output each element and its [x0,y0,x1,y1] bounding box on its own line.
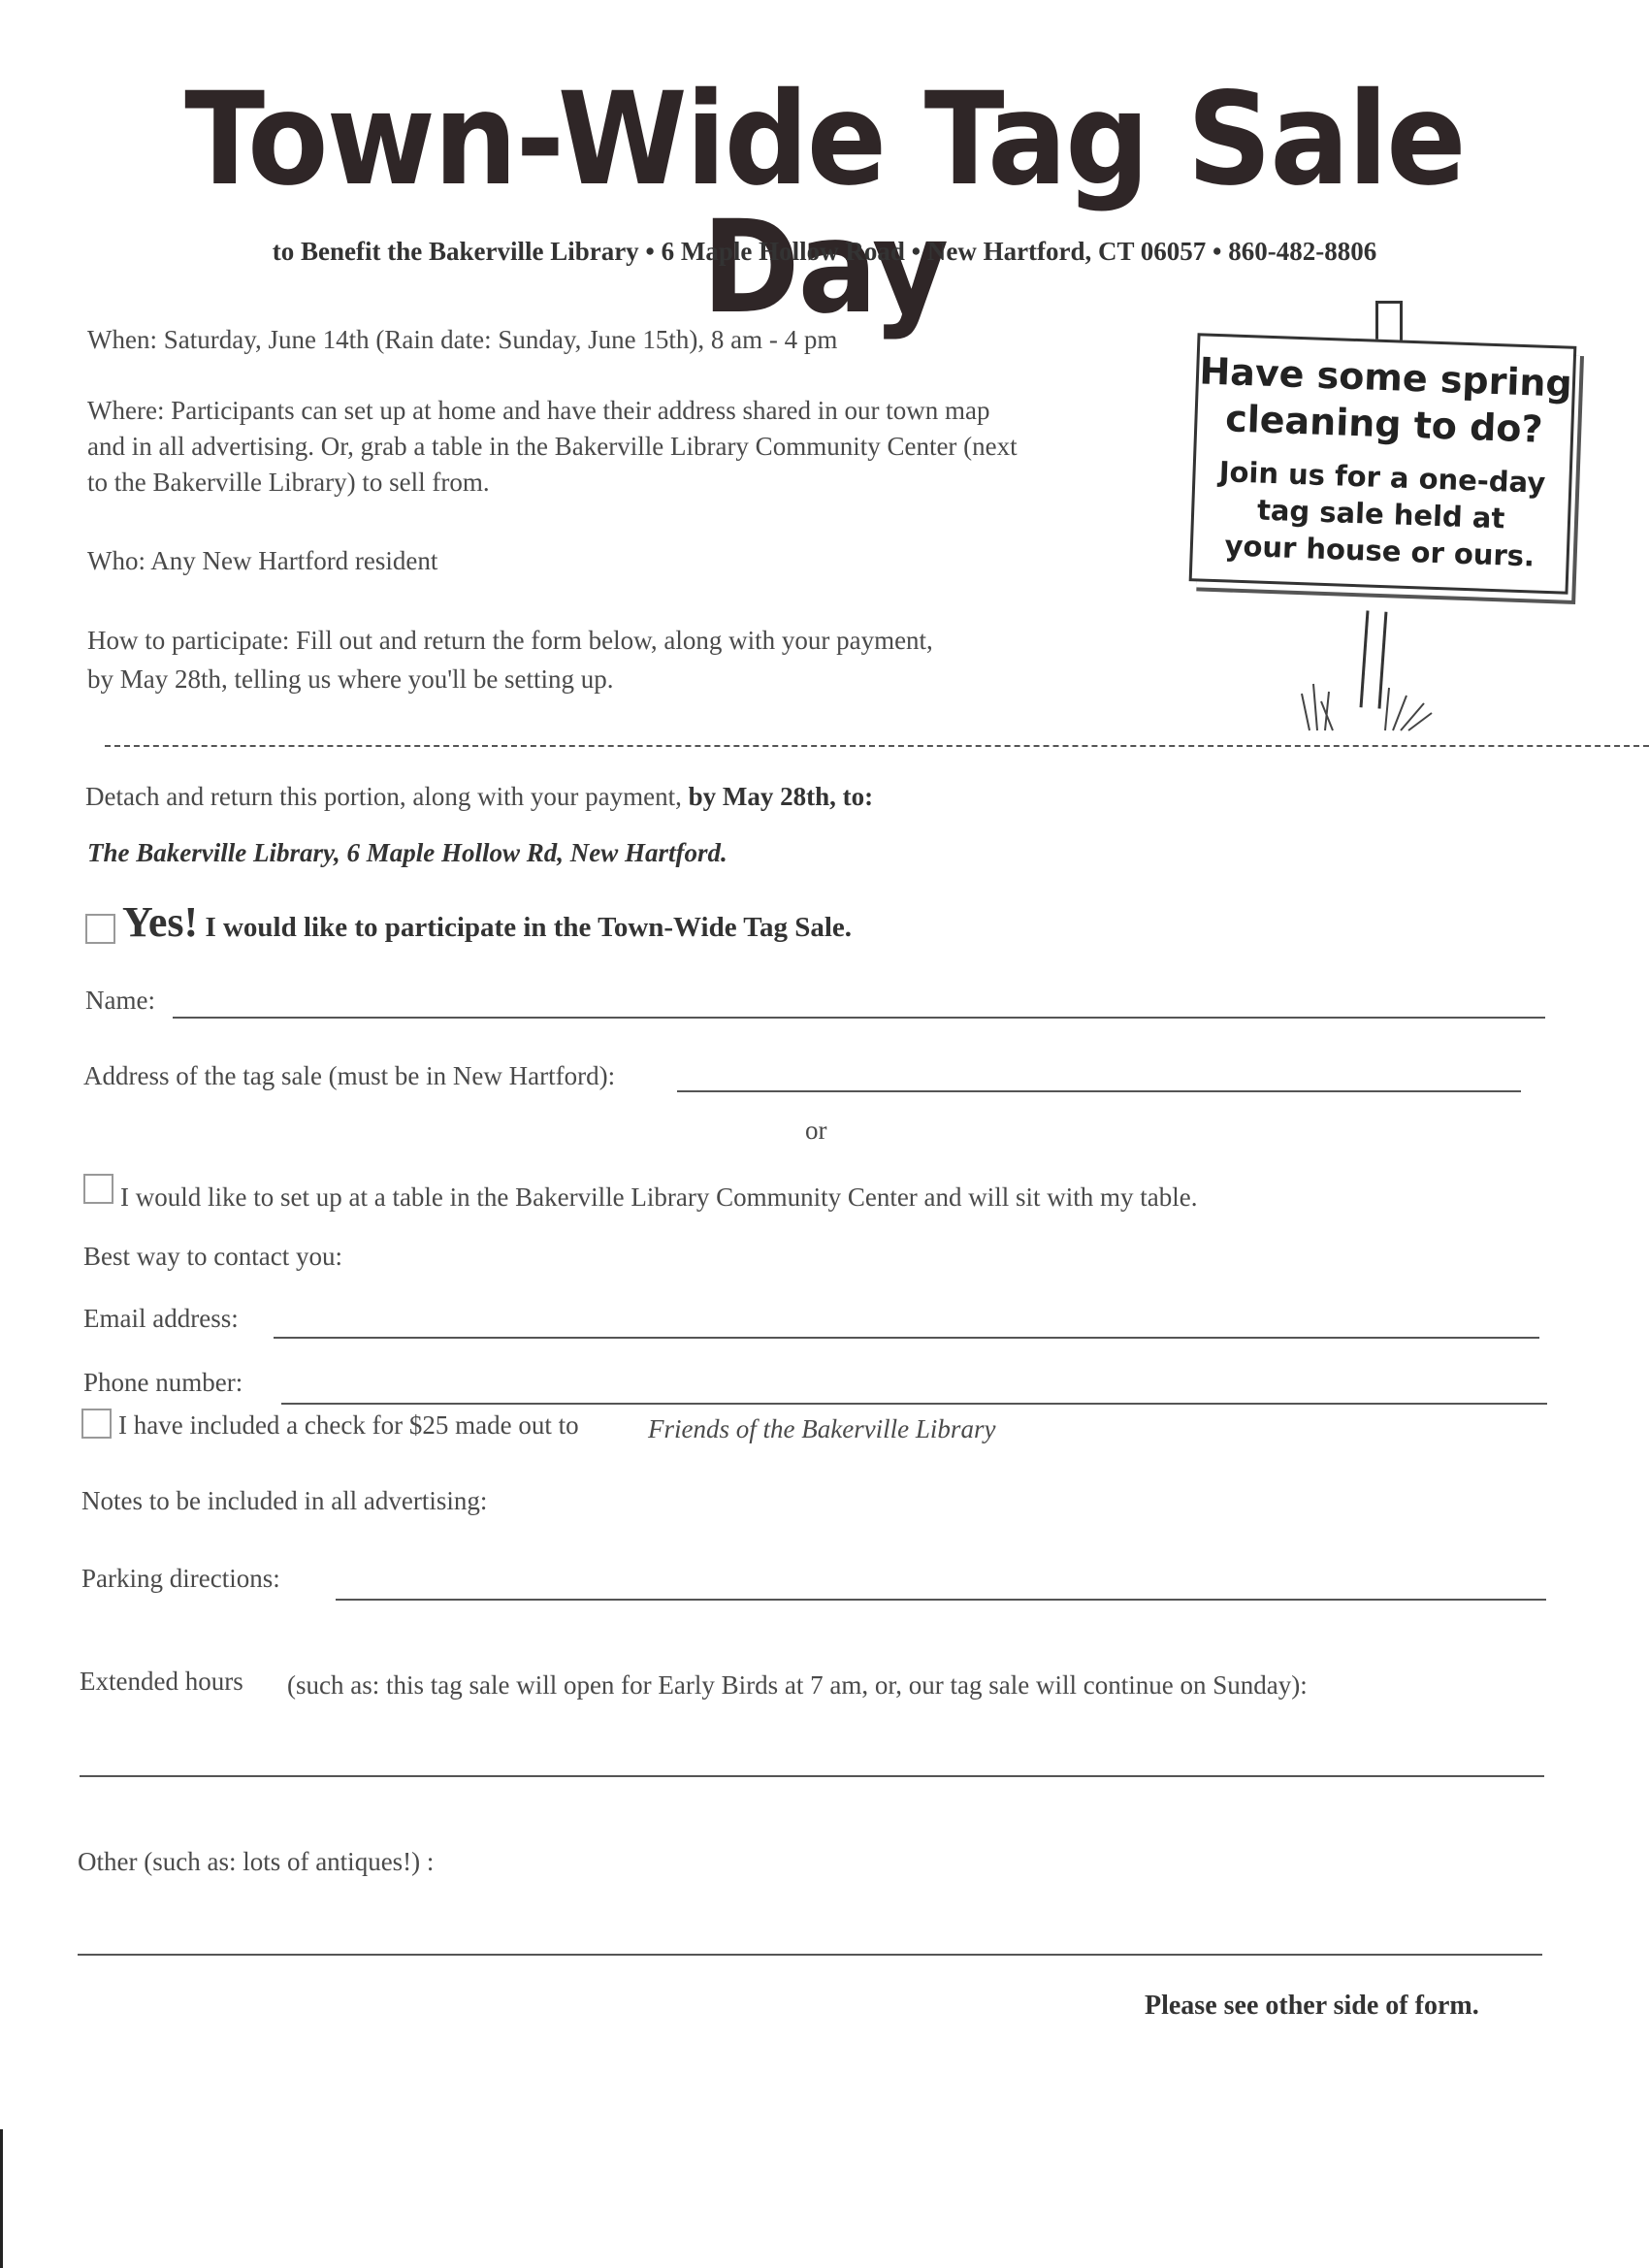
check-text: I have included a check for $25 made out to [118,1410,579,1440]
yes-text: I would like to participate in the Town-Wide Tag Sale. [198,912,853,943]
sign-body-line-3: your house or ours. [1224,529,1536,573]
detach-text: Detach and return this portion, along with your payment, [85,782,689,811]
page-title: Town-Wide Tag Sale Day [184,65,1465,342]
footer-note: Please see other side of form. [1145,1991,1479,2021]
detach-deadline: by May 28th, to: [688,782,874,811]
sign-headline-line-1: Have some spring [1198,349,1573,405]
how-text-line-1: How to participate: Fill out and return the form below, along with your payment, [87,626,933,655]
when-text: When: Saturday, June 14th (Rain date: Sunday, June 15th), 8 am - 4 pm [87,325,838,354]
notes-label: Notes to be included in all advertising: [81,1486,488,1515]
how-text-line-2: by May 28th, telling us where you'll be setting up. [87,664,614,694]
contact-label: Best way to contact you: [83,1242,342,1271]
payment-checkbox[interactable] [81,1409,112,1439]
grass-icon [1300,674,1436,732]
scan-edge-mark [0,2129,3,2268]
check-payee: Friends of the Bakerville Library [648,1414,996,1443]
table-option-checkbox[interactable] [83,1174,113,1204]
sign-illustration [1174,291,1600,737]
extended-hours-hint: (such as: this tag sale will open for Early Birds at 7 am, or, our tag sale will continue on Sunday): [287,1670,1308,1700]
sign-board [1189,333,1577,594]
name-field[interactable] [173,1017,1545,1019]
sign-headline [1197,347,1573,453]
detach-instructions [85,782,873,812]
page-subtitle: to Benefit the Bakerville Library • 6 Maple Hollow Road • New Hartford, CT 06057 • 860-482-8806 [272,237,1377,266]
or-text: or [805,1116,827,1145]
participate-checkbox[interactable] [85,914,115,944]
where-text-line-2: and in all advertising. Or, grab a table in the Bakerville Library Community Center (next [87,432,1018,461]
phone-label: Phone number: [83,1368,243,1397]
sign-body [1192,452,1569,575]
address-label: Address of the tag sale (must be in New Hartford): [83,1061,616,1090]
who-text: Who: Any New Hartford resident [87,546,438,575]
name-label: Name: [85,986,155,1015]
table-option-label: I would like to set up at a table in the Bakerville Library Community Center and will sit with my table. [120,1183,1198,1212]
sign-body-line-2: tag sale held at [1256,493,1505,535]
parking-label: Parking directions: [81,1564,280,1593]
detach-line [105,745,1649,747]
email-field[interactable] [274,1337,1539,1339]
other-field[interactable] [78,1954,1542,1956]
extended-hours-label: Extended hours [80,1667,243,1696]
other-label: Other (such as: lots of antiques!) : [78,1847,435,1876]
where-text-line-3: to the Bakerville Library) to sell from. [87,468,490,497]
parking-field[interactable] [336,1599,1546,1601]
sign-body-line-1: Join us for a one-day [1218,455,1546,500]
address-field[interactable] [677,1090,1521,1092]
sign-headline-line-2: cleaning to do? [1224,397,1544,451]
return-address: The Bakerville Library, 6 Maple Hollow Rd, New Hartford. [87,838,728,867]
where-text-line-1: Where: Participants can set up at home and have their address shared in our town map [87,396,990,425]
yes-word: Yes! [122,898,199,946]
email-label: Email address: [83,1304,239,1333]
participate-statement [122,897,852,947]
phone-field[interactable] [281,1403,1547,1405]
extended-hours-field[interactable] [80,1775,1544,1777]
